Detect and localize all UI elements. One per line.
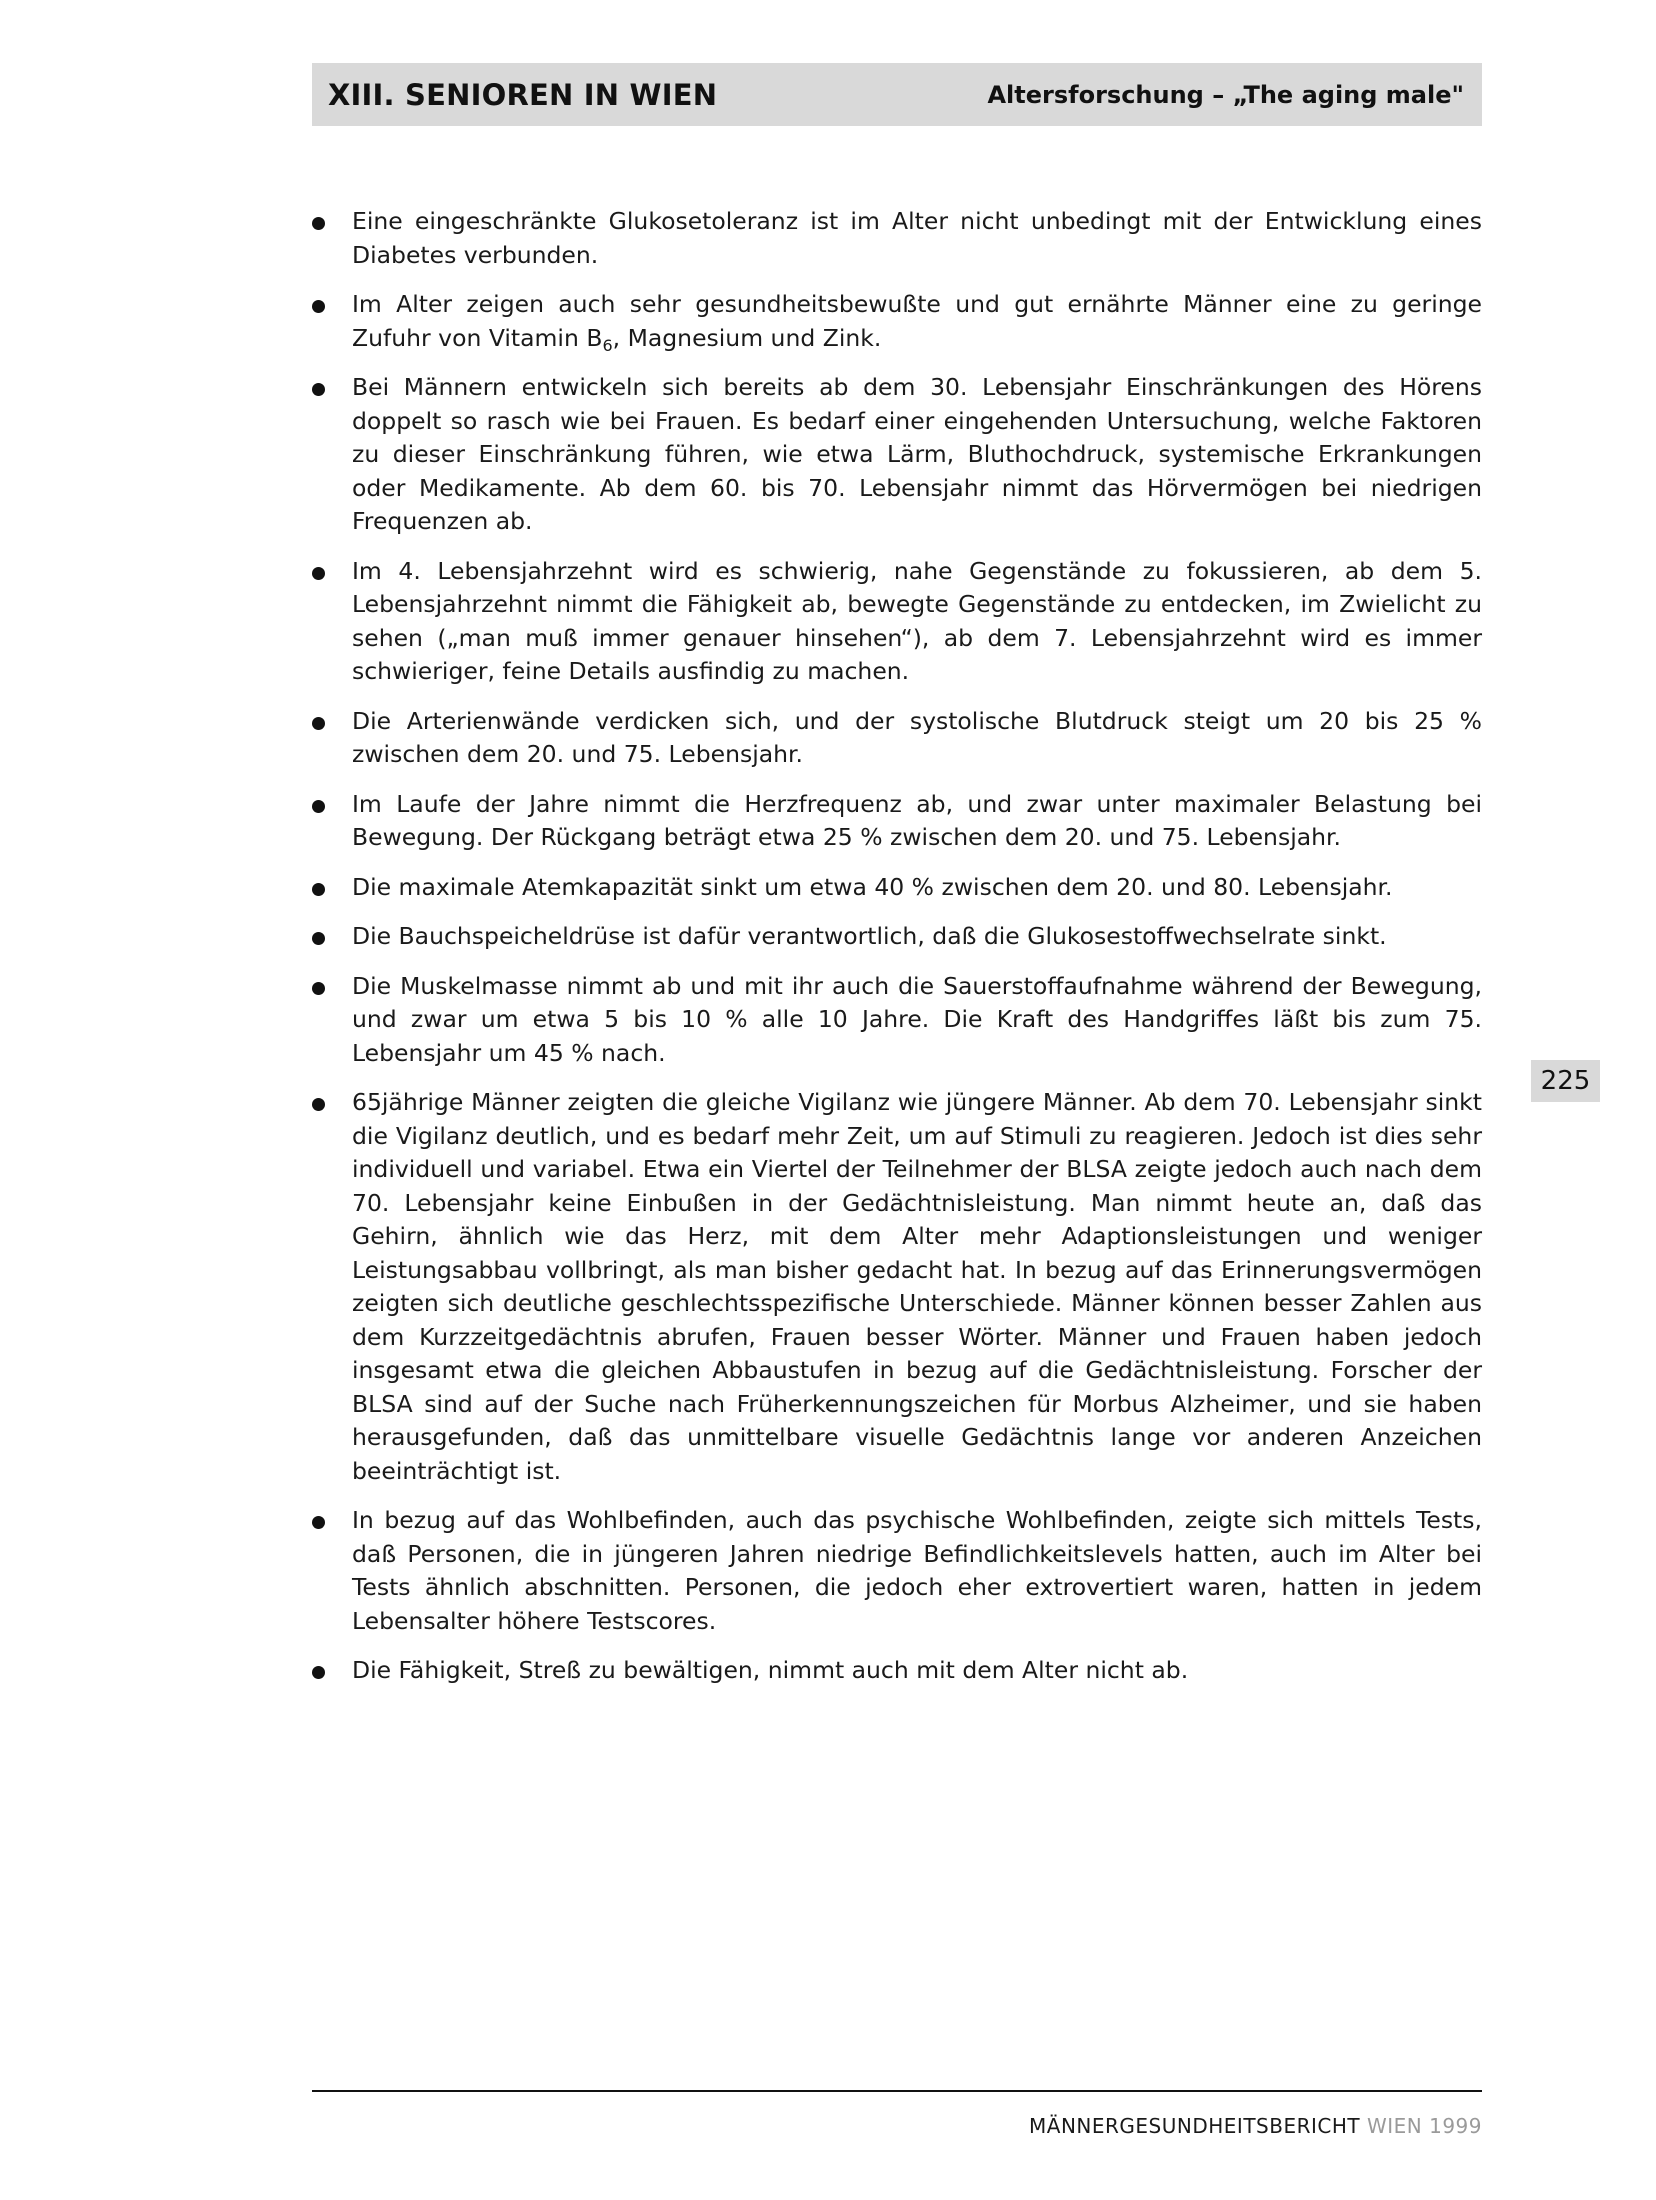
bullet-text-part: , Magnesium und Zink. bbox=[612, 323, 882, 352]
footer-city-year: WIEN 1999 bbox=[1366, 2114, 1482, 2138]
bullet-icon bbox=[312, 217, 325, 230]
list-item bbox=[312, 1654, 1482, 1688]
subscript-number: 6 bbox=[602, 335, 613, 355]
bullet-text: Im 4. Lebensjahrzehnt wird es schwierig, nahe Gegenstände zu fokussieren, ab dem 5. Lebensjahrzehnt nimmt die Fähigkeit ab, bewegte Gegenstände zu entdecken, im Zwielicht zu sehen („man muß immer genauer hinsehen“), ab dem 7. Lebensjahrzehnt wird es immer schwieriger, feine Details ausfindig zu machen. bbox=[352, 556, 1482, 685]
bullet-icon bbox=[312, 932, 325, 945]
bullet-icon bbox=[312, 717, 325, 730]
section-header-bar bbox=[312, 63, 1482, 126]
list-item bbox=[312, 555, 1482, 689]
list-item bbox=[312, 371, 1482, 539]
bullet-icon bbox=[312, 982, 325, 995]
topic-title: Altersforschung – „The aging male" bbox=[987, 80, 1464, 109]
bullet-icon bbox=[312, 567, 325, 580]
list-item bbox=[312, 871, 1482, 905]
bullet-text: Die Arterienwände verdicken sich, und der systolische Blutdruck steigt um 20 bis 25 % zwischen dem 20. und 75. Lebensjahr. bbox=[352, 706, 1482, 768]
list-item bbox=[312, 1086, 1482, 1488]
list-item bbox=[312, 288, 1482, 355]
bullet-icon bbox=[312, 1516, 325, 1529]
bullet-text: Die Fähigkeit, Streß zu bewältigen, nimmt auch mit dem Alter nicht ab. bbox=[352, 1656, 1189, 1684]
bullet-text: Die Bauchspeicheldrüse ist dafür verantwortlich, daß die Glukosestoffwechselrate sinkt. bbox=[352, 922, 1387, 950]
list-item bbox=[312, 1504, 1482, 1638]
list-item bbox=[312, 920, 1482, 954]
bullet-icon bbox=[312, 883, 325, 896]
list-item bbox=[312, 205, 1482, 272]
bullet-icon bbox=[312, 1098, 325, 1111]
page-number-badge: 225 bbox=[1531, 1060, 1600, 1102]
footer-report-title: MÄNNERGESUNDHEITSBERICHT bbox=[1029, 2114, 1361, 2138]
bullet-icon bbox=[312, 1666, 325, 1679]
footer bbox=[1029, 2114, 1482, 2138]
list-item bbox=[312, 788, 1482, 855]
bullet-text: Im Laufe der Jahre nimmt die Herzfrequenz ab, und zwar unter maximaler Belastung bei Bewegung. Der Rückgang beträgt etwa 25 % zwischen dem 20. und 75. Lebensjahr. bbox=[352, 789, 1482, 851]
bullet-icon bbox=[312, 300, 325, 313]
bullet-text: In bezug auf das Wohlbefinden, auch das psychische Wohlbefinden, zeigte sich mittels Tests, daß Personen, die in jüngeren Jahren niedrige Befindlichkeitslevels hatten, auch im Alter bei Tests ähnlich abschnitten. Personen, die jedoch eher extrovertiert waren, hatten in jedem Lebensalter höhere Testscores. bbox=[352, 1506, 1482, 1635]
bullet-text: Die maximale Atemkapazität sinkt um etwa 40 % zwischen dem 20. und 80. Lebensjahr. bbox=[352, 872, 1393, 901]
section-title: XIII. SENIOREN IN WIEN bbox=[328, 77, 718, 112]
bullet-text: Bei Männern entwickeln sich bereits ab dem 30. Lebensjahr Einschränkungen des Hörens doppelt so rasch wie bei Frauen. Es bedarf einer eingehenden Untersuchung, welche Faktoren zu dieser Einschränkung führen, wie etwa Lärm, Bluthochdruck, systemische Erkrankungen oder Medikamente. Ab dem 60. bis 70. Lebensjahr nimmt das Hörvermögen bei niedrigen Frequenzen ab. bbox=[352, 373, 1482, 535]
bullet-text: Eine eingeschränkte Glukosetoleranz ist im Alter nicht unbedingt mit der Entwicklung eines Diabetes verbunden. bbox=[352, 207, 1482, 269]
bullet-text: Die Muskelmasse nimmt ab und mit ihr auch die Sauerstoffaufnahme während der Bewegung, und zwar um etwa 5 bis 10 % alle 10 Jahre. Die Kraft des Handgriffes läßt bis zum 75. Lebensjahr um 45 % nach. bbox=[352, 971, 1482, 1067]
bullet-text-part: Im Alter zeigen auch sehr gesundheitsbewußte und gut ernährte Männer eine zu geringe Zufuhr von Vitamin B bbox=[352, 290, 1482, 352]
findings-list bbox=[312, 205, 1482, 1688]
bullet-text bbox=[352, 290, 1482, 355]
bullet-text: 65jährige Männer zeigten die gleiche Vigilanz wie jüngere Männer. Ab dem 70. Lebensjahr sinkt die Vigilanz deutlich, und es bedarf mehr Zeit, um auf Stimuli zu reagieren. Jedoch ist dies sehr individuell und variabel. Etwa ein Viertel der Teilnehmer der BLSA zeigte jedoch auch nach dem 70. Lebensjahr keine Einbußen in der Gedächtnisleistung. Man nimmt heute an, daß das Gehirn, ähnlich wie das Herz, mit dem Alter mehr Adaptionsleistungen und weniger Leistungsabbau vollbringt, als man bisher gedacht hat. In bezug auf das Erinnerungsvermögen zeigten sich deutliche geschlechtsspezifische Unterschiede. Männer können besser Zahlen aus dem Kurzzeitgedächtnis abrufen, Frauen besser Wörter. Männer und Frauen haben jedoch insgesamt etwa die gleichen Abbaustufen in bezug auf die Gedächtnisleistung. Forscher der BLSA sind auf der Suche nach Früherkennungszeichen für Morbus Alzheimer, und sie haben herausgefunden, daß das unmittelbare visuelle Gedächtnis lange vor anderen Anzeichen beeinträchtigt ist. bbox=[352, 1088, 1482, 1485]
footer-divider bbox=[312, 2090, 1482, 2092]
main-content bbox=[312, 205, 1482, 1704]
bullet-icon bbox=[312, 383, 325, 396]
list-item bbox=[312, 970, 1482, 1071]
bullet-icon bbox=[312, 800, 325, 813]
list-item bbox=[312, 705, 1482, 772]
